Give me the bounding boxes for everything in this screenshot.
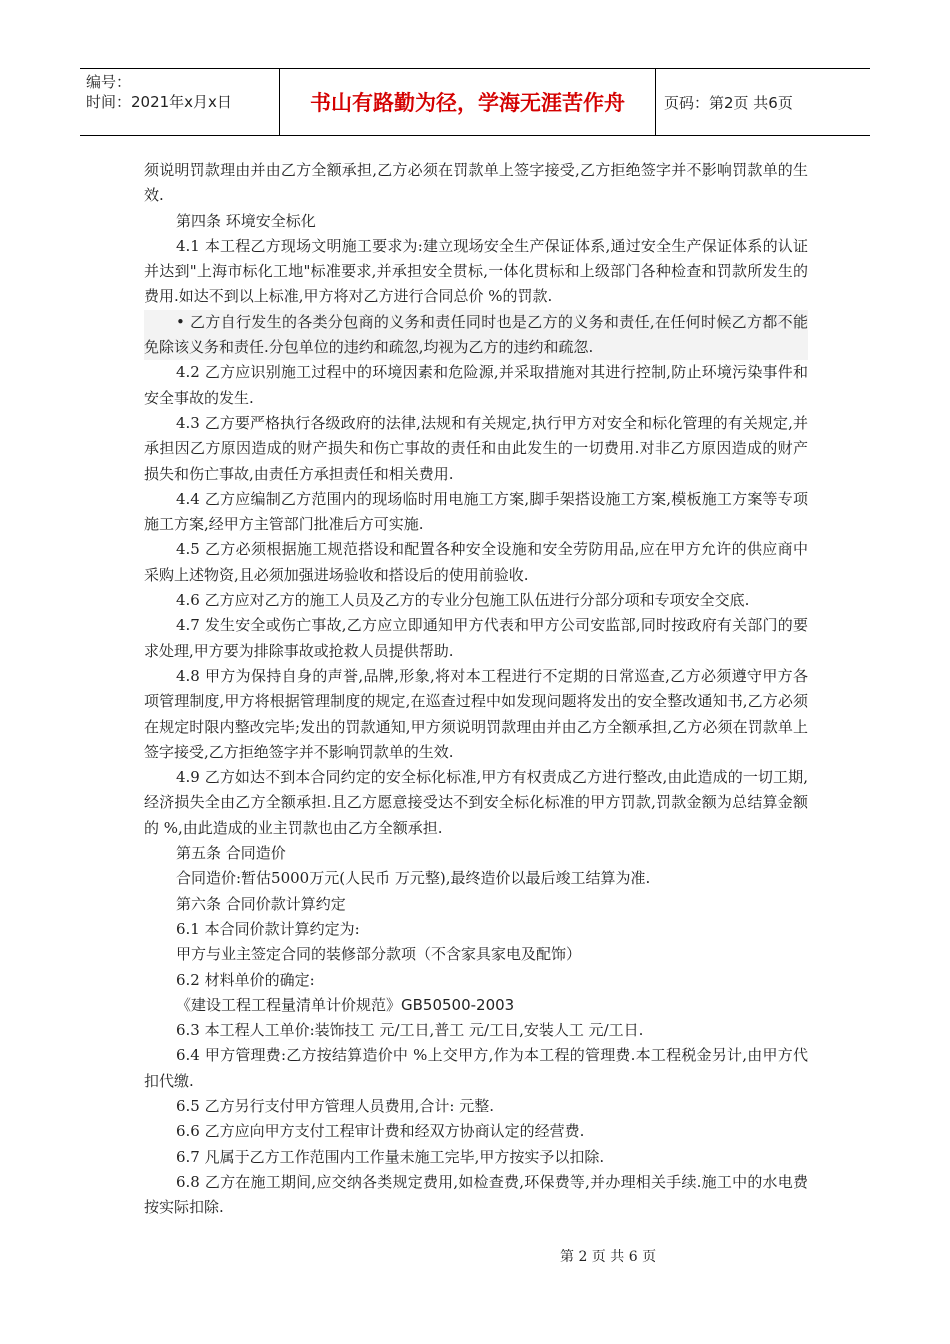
section-heading: 第六条 合同价款计算约定 bbox=[176, 894, 346, 913]
paragraph: 6.1 本合同价款计算约定为: bbox=[176, 919, 360, 938]
paragraph: 4.8 甲方为保持自身的声誉,品牌,形象,将对本工程进行不定期的日常巡查,乙方必须遵守甲方各项管理制度,甲方将根据管理制度的规定,在巡查过程中如发现问题将发出的安全整改通知书,乙方必须在规定时限内整改完毕;发出的罚款通知,甲方须说明罚款理由并由乙方全额承担,乙方必须在罚款单上签字接受,乙方拒绝签字并不影响罚款单的生效. bbox=[144, 666, 808, 761]
section-heading: 第五条 合同造价 bbox=[176, 844, 286, 863]
paragraph: 《建设工程工程量清单计价规范》GB50500-2003 bbox=[176, 995, 515, 1014]
number-label: 编号： bbox=[86, 73, 132, 91]
paragraph: 6.5 乙方另行支付甲方管理人员费用,合计: 元整. bbox=[176, 1096, 494, 1115]
paragraph: 6.4 甲方管理费:乙方按结算造价中 %上交甲方,作为本工程的管理费.本工程税金另计,由甲方代扣代缴. bbox=[144, 1046, 808, 1090]
page-footer: 第 2 页 共 6 页 bbox=[560, 1249, 657, 1265]
paragraph: 6.8 乙方在施工期间,应交纳各类规定费用,如检查费,环保费等,并办理相关手续.施工中的水电费按实际扣除. bbox=[144, 1172, 808, 1217]
paragraph: 4.6 乙方应对乙方的施工人员及乙方的专业分包施工队伍进行分部分项和专项安全交底. bbox=[176, 591, 750, 610]
paragraph: 6.3 本工程人工单价:装饰技工 元/工日,普工 元/工日,安装人工 元/工日. bbox=[176, 1021, 644, 1040]
paragraph: 甲方与业主签定合同的装修部分款项（不含家具家电及配饰） bbox=[176, 945, 582, 964]
document-body bbox=[144, 158, 808, 1220]
paragraph: 合同造价:暂估5000万元(人民币 万元整),最终造价以最后竣工结算为准. bbox=[176, 869, 651, 888]
header-motto: 书山有路勤为径，学海无涯苦作舟 bbox=[280, 69, 656, 135]
header-page-label: 页码：第2页 共6页 bbox=[664, 93, 793, 112]
section-heading: 第四条 环境安全标化 bbox=[176, 211, 316, 230]
paragraph: 4.5 乙方必须根据施工规范搭设和配置各种安全设施和安全劳防用品,应在甲方允许的供应商中采购上述物资,且必须加强进场验收和搭设后的使用前验收. bbox=[144, 540, 808, 584]
paragraph: 4.7 发生安全或伤亡事故,乙方应立即通知甲方代表和甲方公司安监部,同时按政府有关部门的要求处理,甲方要为排除事故或抢救人员提供帮助. bbox=[144, 616, 808, 660]
paragraph: 6.7 凡属于乙方工作范围内工作量未施工完毕,甲方按实予以扣除. bbox=[176, 1147, 605, 1166]
bullet-paragraph: • 乙方自行发生的各类分包商的义务和责任同时也是乙方的义务和责任,在任何时候乙方都不能免除该义务和责任.分包单位的违约和疏忽,均视为乙方的违约和疏忽. bbox=[144, 310, 808, 361]
page-header bbox=[80, 68, 870, 136]
paragraph: 4.4 乙方应编制乙方范围内的现场临时用电施工方案,脚手架搭设施工方案,模板施工方案等专项施工方案,经甲方主管部门批准后方可实施. bbox=[144, 489, 808, 534]
paragraph: 6.2 材料单价的确定: bbox=[176, 970, 315, 989]
paragraph: 须说明罚款理由并由乙方全额承担,乙方必须在罚款单上签字接受,乙方拒绝签字并不影响罚款单的生效. bbox=[144, 161, 808, 205]
header-meta bbox=[80, 69, 280, 135]
time-label: 时间：2021年x月x日 bbox=[86, 93, 232, 111]
paragraph: 4.2 乙方应识别施工过程中的环境因素和危险源,并采取措施对其进行控制,防止环境污染事件和安全事故的发生. bbox=[144, 363, 808, 407]
paragraph: 4.3 乙方要严格执行各级政府的法律,法规和有关规定,执行甲方对安全和标化管理的有关规定,并承担因乙方原因造成的财产损失和伤亡事故的责任和由此发生的一切费用.对非乙方原因造成的财产损失和伤亡事故,由责任方承担责任和相关费用. bbox=[144, 413, 808, 483]
paragraph: 6.6 乙方应向甲方支付工程审计费和经双方协商认定的经营费. bbox=[176, 1122, 585, 1141]
paragraph: 4.9 乙方如达不到本合同约定的安全标化标准,甲方有权责成乙方进行整改,由此造成的一切工期,经济损失全由乙方全额承担.且乙方愿意接受达不到安全标化标准的甲方罚款,罚款金额为总结算金额的 %,由此造成的业主罚款也由乙方全额承担. bbox=[144, 768, 808, 837]
paragraph: 4.1 本工程乙方现场文明施工要求为:建立现场安全生产保证体系,通过安全生产保证体系的认证并达到"上海市标化工地"标准要求,并承担安全贯标,一体化贯标和上级部门各种检查和罚款所发生的费用.如达不到以上标准,甲方将对乙方进行合同总价 %的罚款. bbox=[144, 236, 808, 306]
